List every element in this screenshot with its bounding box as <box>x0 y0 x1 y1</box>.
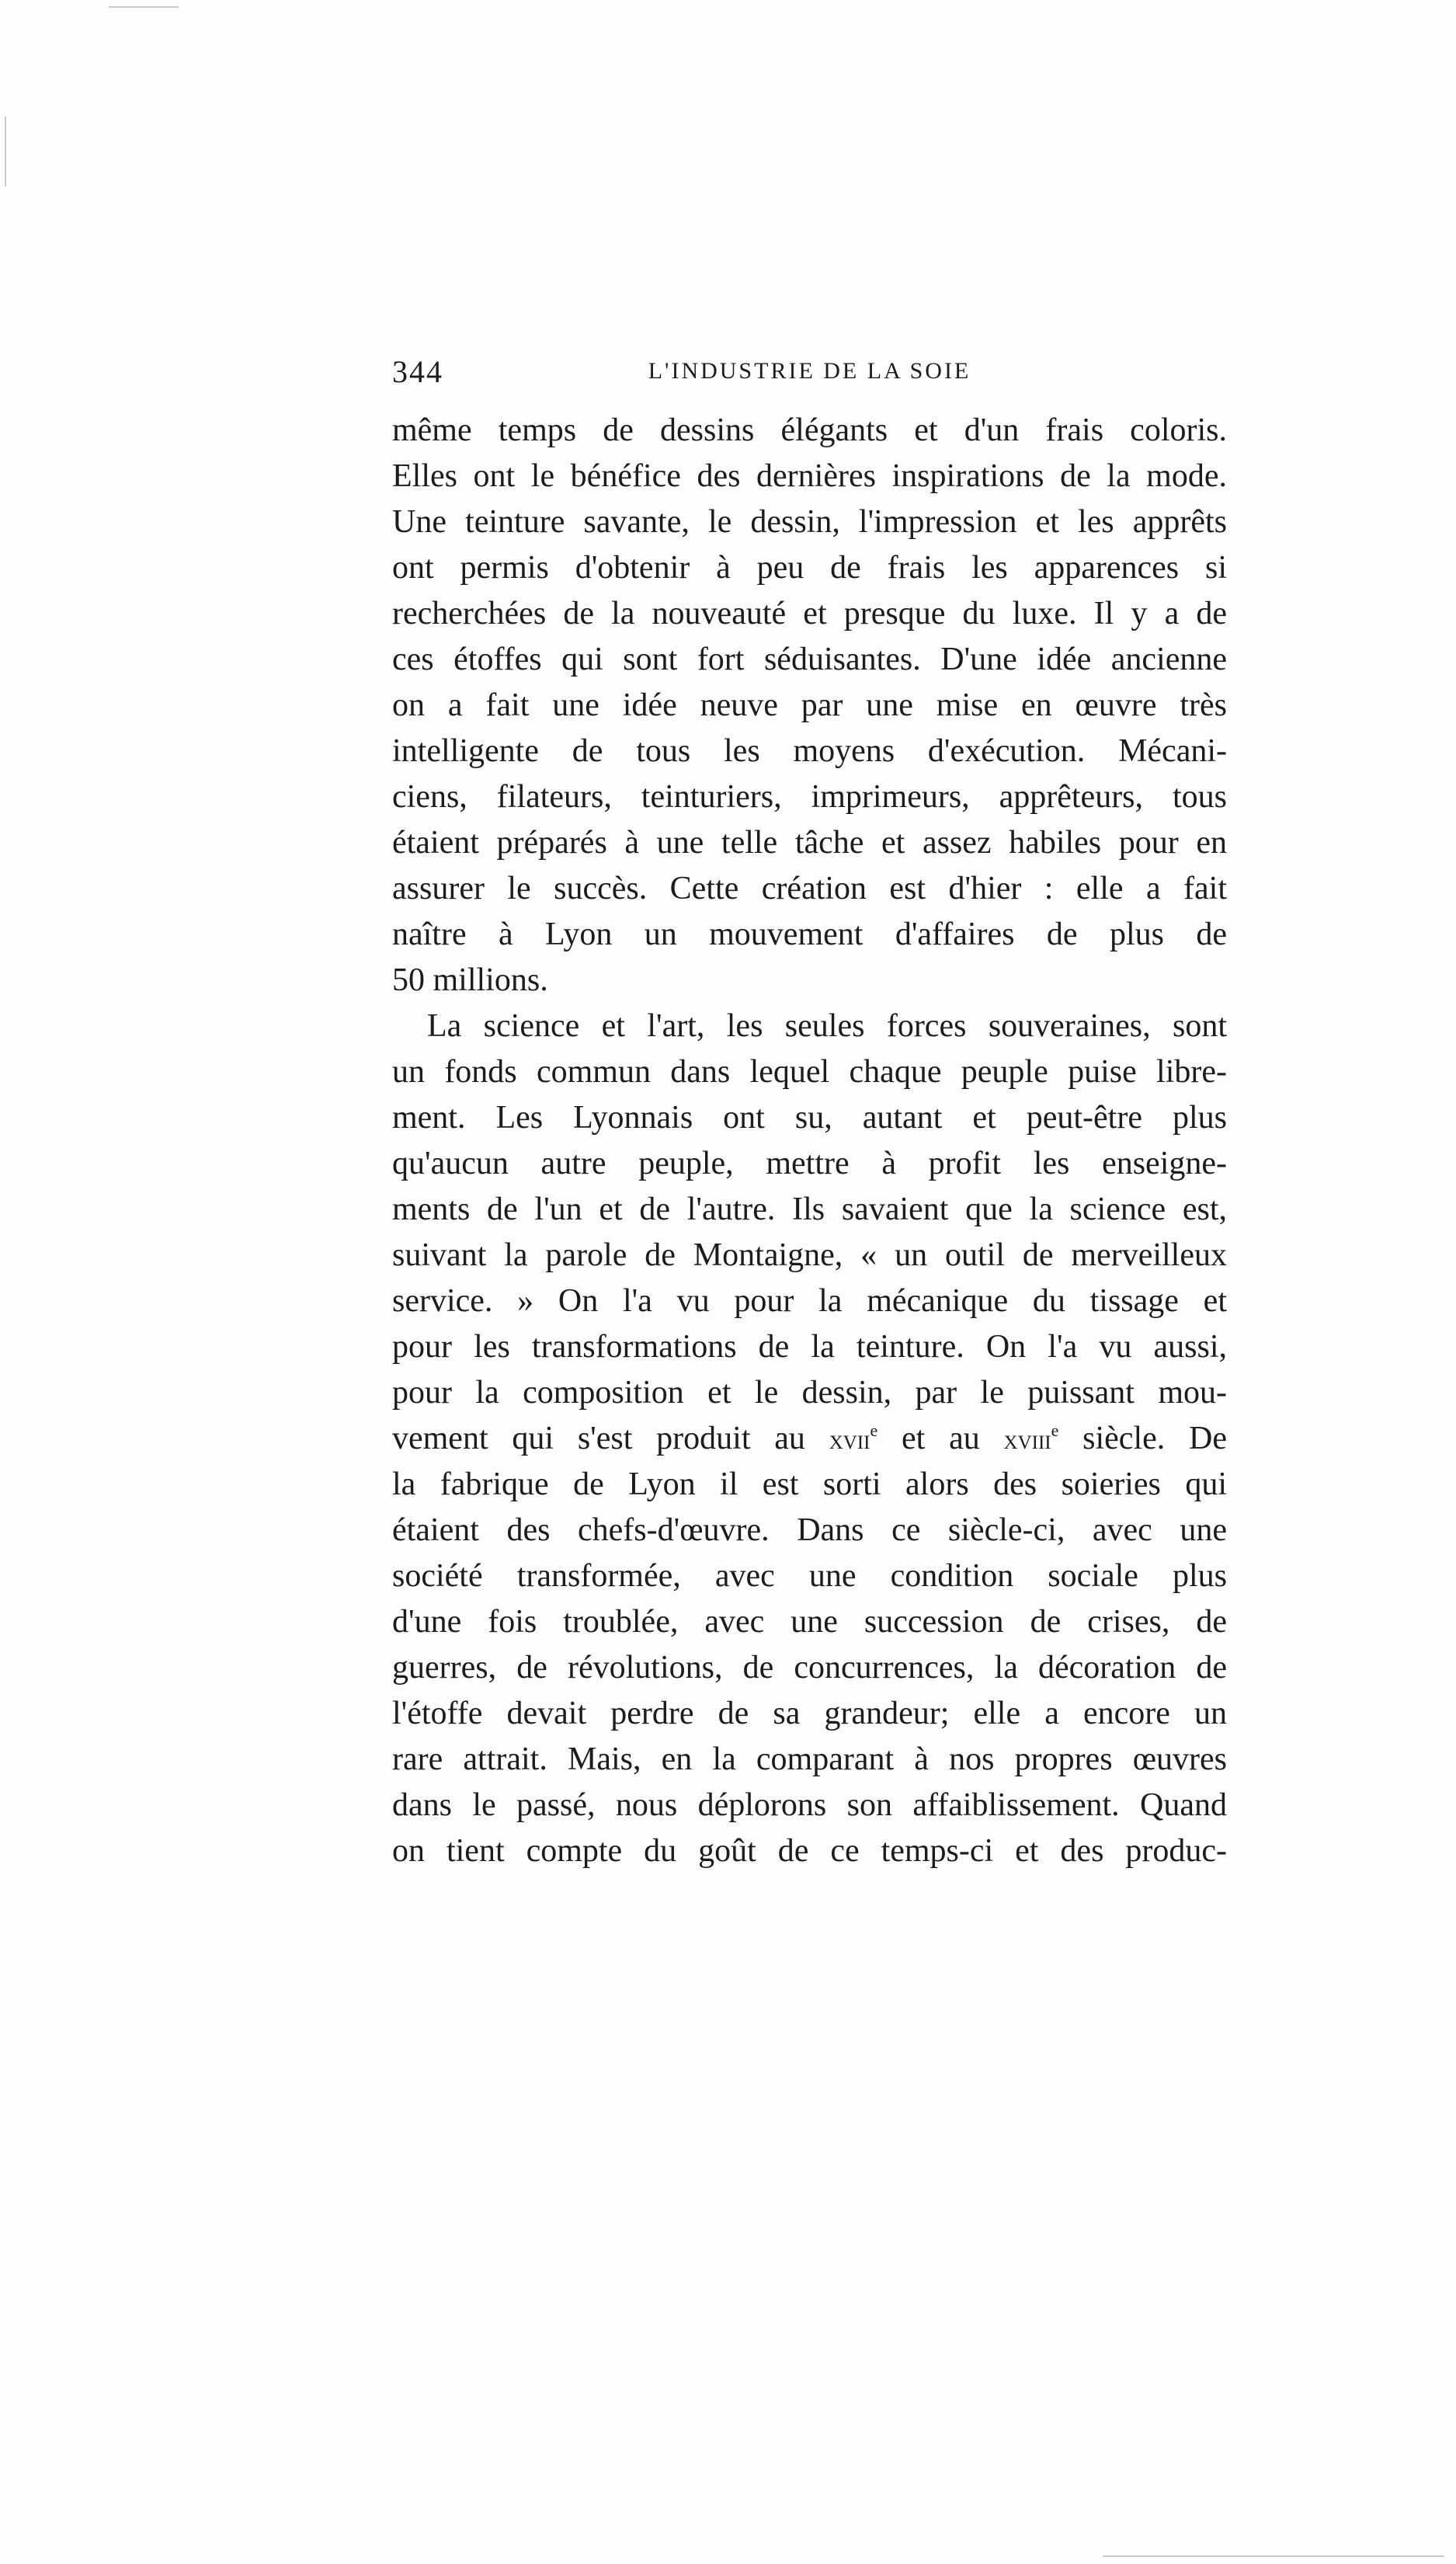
text-line: la fabrique de Lyon il est sorti alors des soieries qui <box>392 1466 1227 1502</box>
text-line: ont permis d'obtenir à peu de frais les apparences si <box>392 550 1227 586</box>
text-line: société transformée, avec une condition sociale plus <box>392 1558 1227 1594</box>
text-line: pour la composition et le dessin, par le puissant mou- <box>392 1375 1227 1411</box>
page-number: 344 <box>392 354 443 389</box>
text-line: dans le passé, nous déplorons son affaiblissement. Quand <box>392 1787 1227 1823</box>
text-line: ces étoffes qui sont fort séduisantes. D'une idée ancienne <box>392 642 1227 677</box>
text-line: recherchées de la nouveauté et presque du luxe. Il y a de <box>392 596 1227 631</box>
scan-mark-left-edge <box>5 117 6 186</box>
text-line: même temps de dessins élégants et d'un frais coloris. <box>392 412 1227 448</box>
text-line: ments de l'un et de l'autre. Ils savaient que la science est, <box>392 1192 1227 1227</box>
text-line: l'étoffe devait perdre de sa grandeur; elle a encore un <box>392 1696 1227 1731</box>
text-line: assurer le succès. Cette création est d'hier : elle a fait <box>392 871 1227 906</box>
text-line: La science et l'art, les seules forces souveraines, sont <box>427 1008 1227 1044</box>
text-line: ment. Les Lyonnais ont su, autant et peut-être plus <box>392 1100 1227 1136</box>
text-line: Une teinture savante, le dessin, l'impression et les apprêts <box>392 504 1227 540</box>
scan-mark-top-left <box>109 6 179 8</box>
scan-mark-bottom-right <box>1103 2555 1444 2557</box>
text-line: Elles ont le bénéfice des dernières inspirations de la mode. <box>392 458 1227 494</box>
text-line: étaient des chefs-d'œuvre. Dans ce siècle-ci, avec une <box>392 1512 1227 1548</box>
text-line: guerres, de révolutions, de concurrences, la décoration de <box>392 1650 1227 1686</box>
text-fragment: vement qui s'est produit au <box>392 1421 829 1456</box>
superscript: e <box>1051 1421 1059 1440</box>
text-line: un fonds commun dans lequel chaque peuple puise libre- <box>392 1054 1227 1090</box>
text-line: 50 millions. <box>392 962 548 998</box>
roman-numeral-17: xvii <box>829 1424 870 1455</box>
text-line: naître à Lyon un mouvement d'affaires de plus de <box>392 917 1227 952</box>
paragraph-1 <box>392 408 1227 1004</box>
text-line: intelligente de tous les moyens d'exécution. Mécani- <box>392 733 1227 769</box>
text-line: suivant la parole de Montaigne, « un outil de merveilleux <box>392 1237 1227 1273</box>
paragraph-2 <box>392 1004 1227 1874</box>
text-line-centuries <box>392 1416 1227 1462</box>
text-line: qu'aucun autre peuple, mettre à profit les enseigne- <box>392 1146 1227 1181</box>
text-line: on a fait une idée neuve par une mise en œuvre très <box>392 687 1227 723</box>
text-fragment: et au <box>877 1421 1004 1456</box>
text-line: service. » On l'a vu pour la mécanique du tissage et <box>392 1283 1227 1319</box>
text-line: d'une fois troublée, avec une succession de crises, de <box>392 1604 1227 1640</box>
text-line: on tient compte du goût de ce temps-ci et des produc- <box>392 1833 1227 1869</box>
text-fragment: siècle. De <box>1058 1421 1227 1456</box>
text-line: étaient préparés à une telle tâche et assez habiles pour en <box>392 825 1227 861</box>
text-line: rare attrait. Mais, en la comparant à nos propres œuvres <box>392 1741 1227 1777</box>
roman-numeral-18: xviii <box>1003 1424 1051 1455</box>
page-header <box>392 353 1227 400</box>
running-title: L'INDUSTRIE DE LA SOIE <box>648 358 971 384</box>
superscript: e <box>870 1421 878 1440</box>
text-line: pour les transformations de la teinture. On l'a vu aussi, <box>392 1329 1227 1365</box>
text-line: ciens, filateurs, teinturiers, imprimeurs, apprêteurs, tous <box>392 779 1227 815</box>
body-text <box>392 408 1227 1874</box>
